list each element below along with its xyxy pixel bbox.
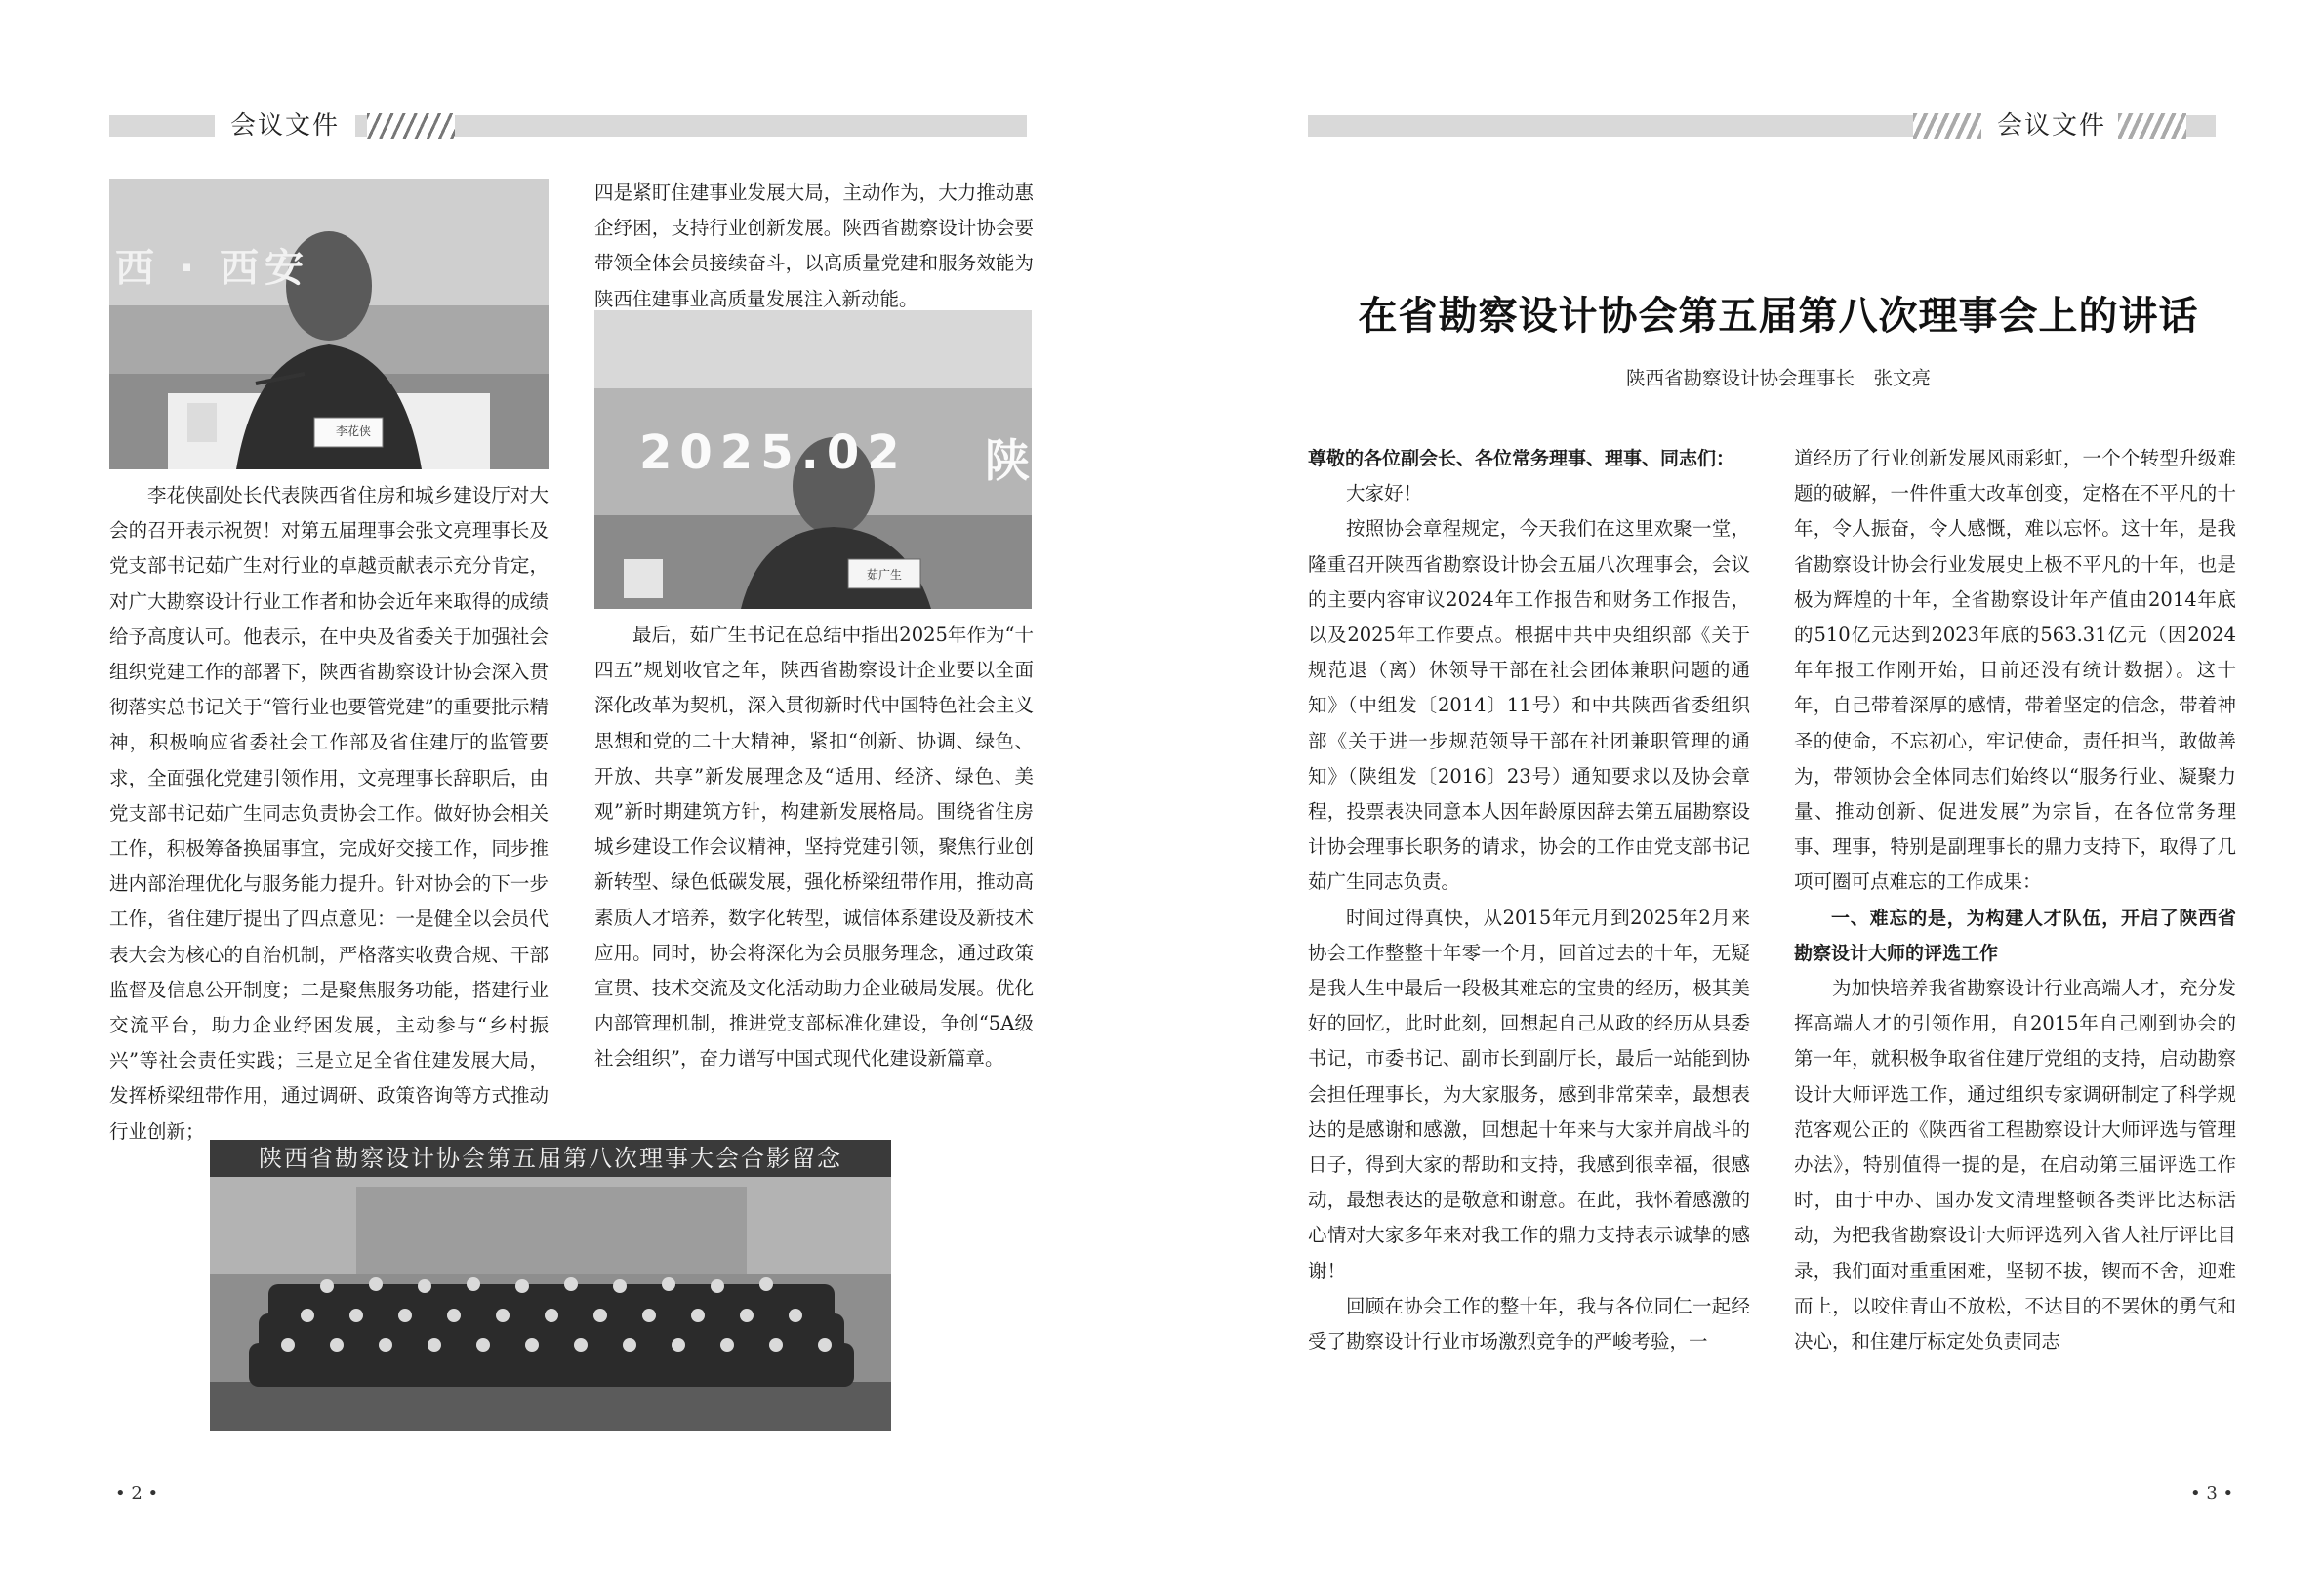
group-photo-image bbox=[210, 1177, 891, 1431]
header-hatch-decoration bbox=[1913, 113, 1981, 139]
nameplate: 李花侠 bbox=[335, 424, 371, 438]
greeting: 大家好！ bbox=[1346, 482, 1423, 505]
section-header: 会议文件 bbox=[1981, 105, 2122, 141]
speaker-photo-ru bbox=[594, 310, 1032, 609]
header-hatch-decoration bbox=[367, 113, 455, 139]
paragraph: 按照协会章程规定，今天我们在这里欢聚一堂，隆重召开陕西省勘察设计协会五届八次理事会，会议的主要内容审议2024年工作报告和财务工作报告，以及2025年工作要点。根据中共中央组织部《关于规范退（离）休领导干部在社会团体兼职问题的通知》（中组发〔2014〕11号）和中共陕西省委组织部《关于进一步规范领导干部在社团兼职管理的通知》（陕组发〔2016〕23号）通知要求以及协会章程，投票表决同意本人因年龄原因辞去第五届勘察设计协会理事长职务的请求，协会的工作由党支部书记茹广生同志负责。 bbox=[1308, 517, 1750, 894]
page-number: • 3 • bbox=[2190, 1483, 2234, 1504]
paragraph: 李花侠副处长代表陕西省住房和城乡建设厅对大会的召开表示祝贺！对第五届理事会张文亮理事长及党支部书记茹广生对行业的卓越贡献表示充分肯定，对广大勘察设计行业工作者和协会近年来取得的成绩给予高度认可。他表示，在中央及省委关于加强社会组织党建工作的部署下，陕西省勘察设计协会深入贯彻落实总书记关于“管行业也要管党建”的重要批示精神，积极响应省委社会工作部及省住建厅的监管要求，全面强化党建引领作用，文亮理事长辞职后，由党支部书记茹广生同志负责协会工作。做好协会相关工作，积极筹备换届事宜，完成好交接工作，同步推进内部治理优化与服务能力提升。针对协会的下一步工作，省住建厅提出了四点意见：一是健全以会员代表大会为核心的自治机制，严格落实收费合规、干部监督及信息公开制度；二是聚焦服务功能，搭建行业交流平台，助力企业纾困发展，主动参与“乡村振兴”等社会责任实践；三是立足全省住建发展大局，发挥桥梁纽带作用，通过调研、政策咨询等方式推动行业创新； bbox=[109, 484, 549, 1143]
header-hatch-decoration bbox=[2118, 113, 2186, 139]
paragraph: 四是紧盯住建事业发展大局，主动作为，大力推动惠企纾困，支持行业创新发展。陕西省勘察设计协会要带领全体会员接续奋斗，以高质量党建和服务效能为陕西住建事业高质量发展注入新动能。 bbox=[594, 182, 1034, 310]
paragraph: 回顾在协会工作的整十年，我与各位同仁一起经受了勘察设计行业市场激烈竞争的严峻考验，一 bbox=[1308, 1294, 1750, 1354]
paragraph: 道经历了行业创新发展风雨彩虹，一个个转型升级难题的破解，一件件重大改革创变，定格在不平凡的十年，令人振奋，令人感慨，难以忘怀。这十年，是我省勘察设计协会行业发展史上极不平凡的十年，也是极为辉煌的十年，全省勘察设计年产值由2014年底的510亿元达到2023年底的563.31亿元（因2024年年报工作刚开始，目前还没有统计数据）。这十年，自己带着深厚的感情，带着坚定的信念，带着神圣的使命，不忘初心，牢记使命，责任担当，敢做善为，带领协会全体同志们始终以“服务行业、凝聚力量、推动创新、促进发展”为宗旨，在各位常务理事、理事，特别是副理事长的鼎力支持下，取得了几项可圈可点难忘的工作成果： bbox=[1794, 447, 2236, 894]
article-title: 在省勘察设计协会第五届第八次理事会上的讲话 bbox=[1358, 294, 2199, 339]
backdrop-text: 西 · 西安 bbox=[115, 246, 310, 291]
group-photo bbox=[210, 1140, 891, 1431]
speaker-photo-li bbox=[109, 179, 549, 469]
right-column-1 bbox=[1308, 441, 1750, 1359]
salutation: 尊敬的各位副会长、各位常务理事、理事、同志们： bbox=[1308, 448, 1735, 469]
backdrop-year: 2025.02 bbox=[639, 425, 908, 480]
left-column-1 bbox=[109, 478, 549, 1150]
section-header: 会议文件 bbox=[215, 105, 355, 141]
paragraph: 为加快培养我省勘察设计行业高端人才，充分发挥高端人才的引领作用，自2015年自己刚到协会的第一年，就积极争取省住建厅党组的支持，启动勘察设计大师评选工作，通过组织专家调研制定了科学规范客观公正的《陕西省工程勘察设计大师评选与管理办法》，特别值得一提的是，在启动第三届评选工作时，由于中办、国办发文清理整顿各类评比达标活动，为把我省勘察设计大师评选列入省人社厅评比目录，我们面对重重困难，坚韧不拔，锲而不舍，迎难而上，以咬住青山不放松，不达目的不罢休的勇气和决心，和住建厅标定处负责同志 bbox=[1794, 977, 2236, 1354]
nameplate: 茹广生 bbox=[866, 568, 902, 582]
page-number: • 2 • bbox=[115, 1483, 159, 1504]
left-column-2-bottom bbox=[594, 618, 1034, 1077]
left-column-2-top bbox=[594, 176, 1034, 317]
author-byline: 陕西省勘察设计协会理事长 张文亮 bbox=[1625, 367, 1931, 389]
paragraph: 时间过得真快，从2015年元月到2025年2月来协会工作整整十年零一个月，回首过去的十年，无疑是我人生中最后一段极其难忘的宝贵的经历，极其美好的回忆，此时此刻，回想起自己从政的经历从县委书记，市委书记、副市长到副厅长，最后一站能到协会担任理事长，为大家服务，感到非常荣幸，最想表达的是感谢和感激，回想起十年来与大家并肩战斗的日子，得到大家的帮助和支持，我感到很幸福，很感动，最想表达的是敬意和谢意。在此，我怀着感激的心情对大家多年来对我工作的鼎力支持表示诚挚的感谢！ bbox=[1308, 906, 1750, 1282]
backdrop-text: 陕 bbox=[985, 434, 1030, 487]
group-photo-caption: 陕西省勘察设计协会第五届第八次理事大会合影留念 bbox=[210, 1140, 891, 1177]
section-heading: 一、难忘的是，为构建人才队伍，开启了陕西省勘察设计大师的评选工作 bbox=[1794, 907, 2236, 964]
paragraph: 最后，茹广生书记在总结中指出2025年作为“十四五”规划收官之年，陕西省勘察设计企业要以全面深化改革为契机，深入贯彻新时代中国特色社会主义思想和党的二十大精神，紧扣“创新、协调、绿色、开放、共享”新发展理念及“适用、经济、绿色、美观”新时期建筑方针，构建新发展格局。围绕省住房城乡建设工作会议精神，坚持党建引领，聚焦行业创新转型、绿色低碳发展，强化桥梁纽带作用，推动高素质人才培养，数字化转型，诚信体系建设及新技术应用。同时，协会将深化为会员服务理念，通过政策宣贯、技术交流及文化活动助力企业破局发展。优化内部管理机制，推进党支部标准化建设，争创“5A级社会组织”，奋力谱写中国式现代化建设新篇章。 bbox=[594, 624, 1034, 1071]
right-column-2 bbox=[1794, 441, 2236, 1359]
